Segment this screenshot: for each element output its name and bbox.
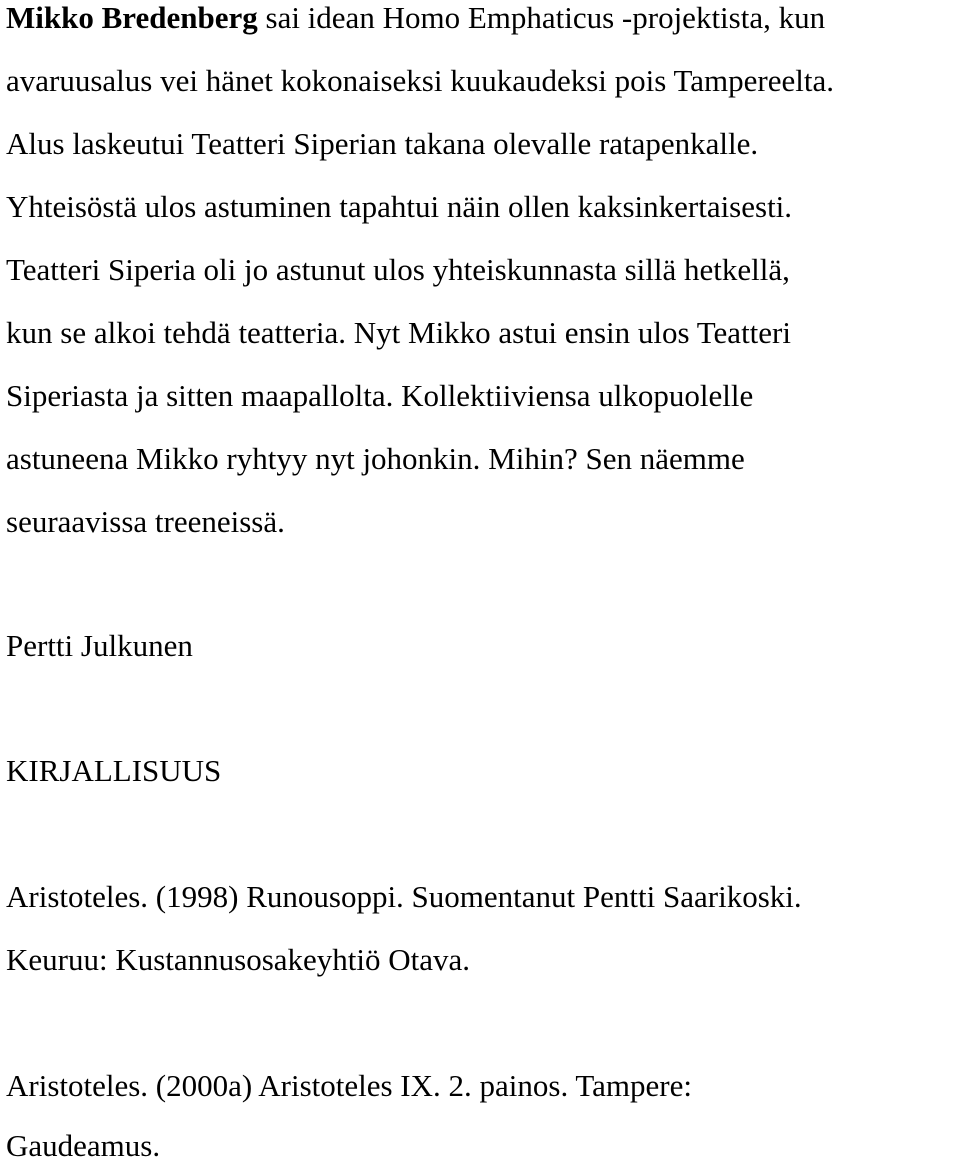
reference-2-line-1: Aristoteles. (2000a) Aristoteles IX. 2. painos. Tampere:	[6, 1068, 692, 1103]
paragraph-line-9: seuraavissa treeneissä.	[6, 504, 285, 539]
paragraph-line-7: Siperiasta ja sitten maapallolta. Kollektiiviensa ulkopuolelle	[6, 378, 754, 413]
paragraph-line-5: Teatteri Siperia oli jo astunut ulos yhteiskunnasta sillä hetkellä,	[6, 252, 790, 287]
reference-2-line-2: Gaudeamus.	[6, 1128, 161, 1163]
references-heading: KIRJALLISUUS	[6, 753, 222, 788]
reference-1-line-1: Aristoteles. (1998) Runousoppi. Suomentanut Pentti Saarikoski.	[6, 879, 802, 914]
reference-1-line-2: Keuruu: Kustannusosakeyhtiö Otava.	[6, 942, 471, 977]
paragraph-line-2: avaruusalus vei hänet kokonaiseksi kuukaudeksi pois Tampereelta.	[6, 63, 835, 98]
author-name: Pertti Julkunen	[6, 628, 193, 663]
paragraph-line-8: astuneena Mikko ryhtyy nyt johonkin. Mihin? Sen näemme	[6, 441, 745, 476]
paragraph-line-3: Alus laskeutui Teatteri Siperian takana olevalle ratapenkalle.	[6, 126, 759, 161]
paragraph-line-1	[6, 0, 825, 36]
lead-name: Mikko Bredenberg	[6, 0, 258, 35]
lead-rest: sai idean Homo Emphaticus -projektista, kun	[257, 0, 826, 35]
paragraph-line-6: kun se alkoi tehdä teatteria. Nyt Mikko astui ensin ulos Teatteri	[6, 315, 791, 350]
paragraph-line-4: Yhteisöstä ulos astuminen tapahtui näin ollen kaksinkertaisesti.	[6, 189, 793, 224]
